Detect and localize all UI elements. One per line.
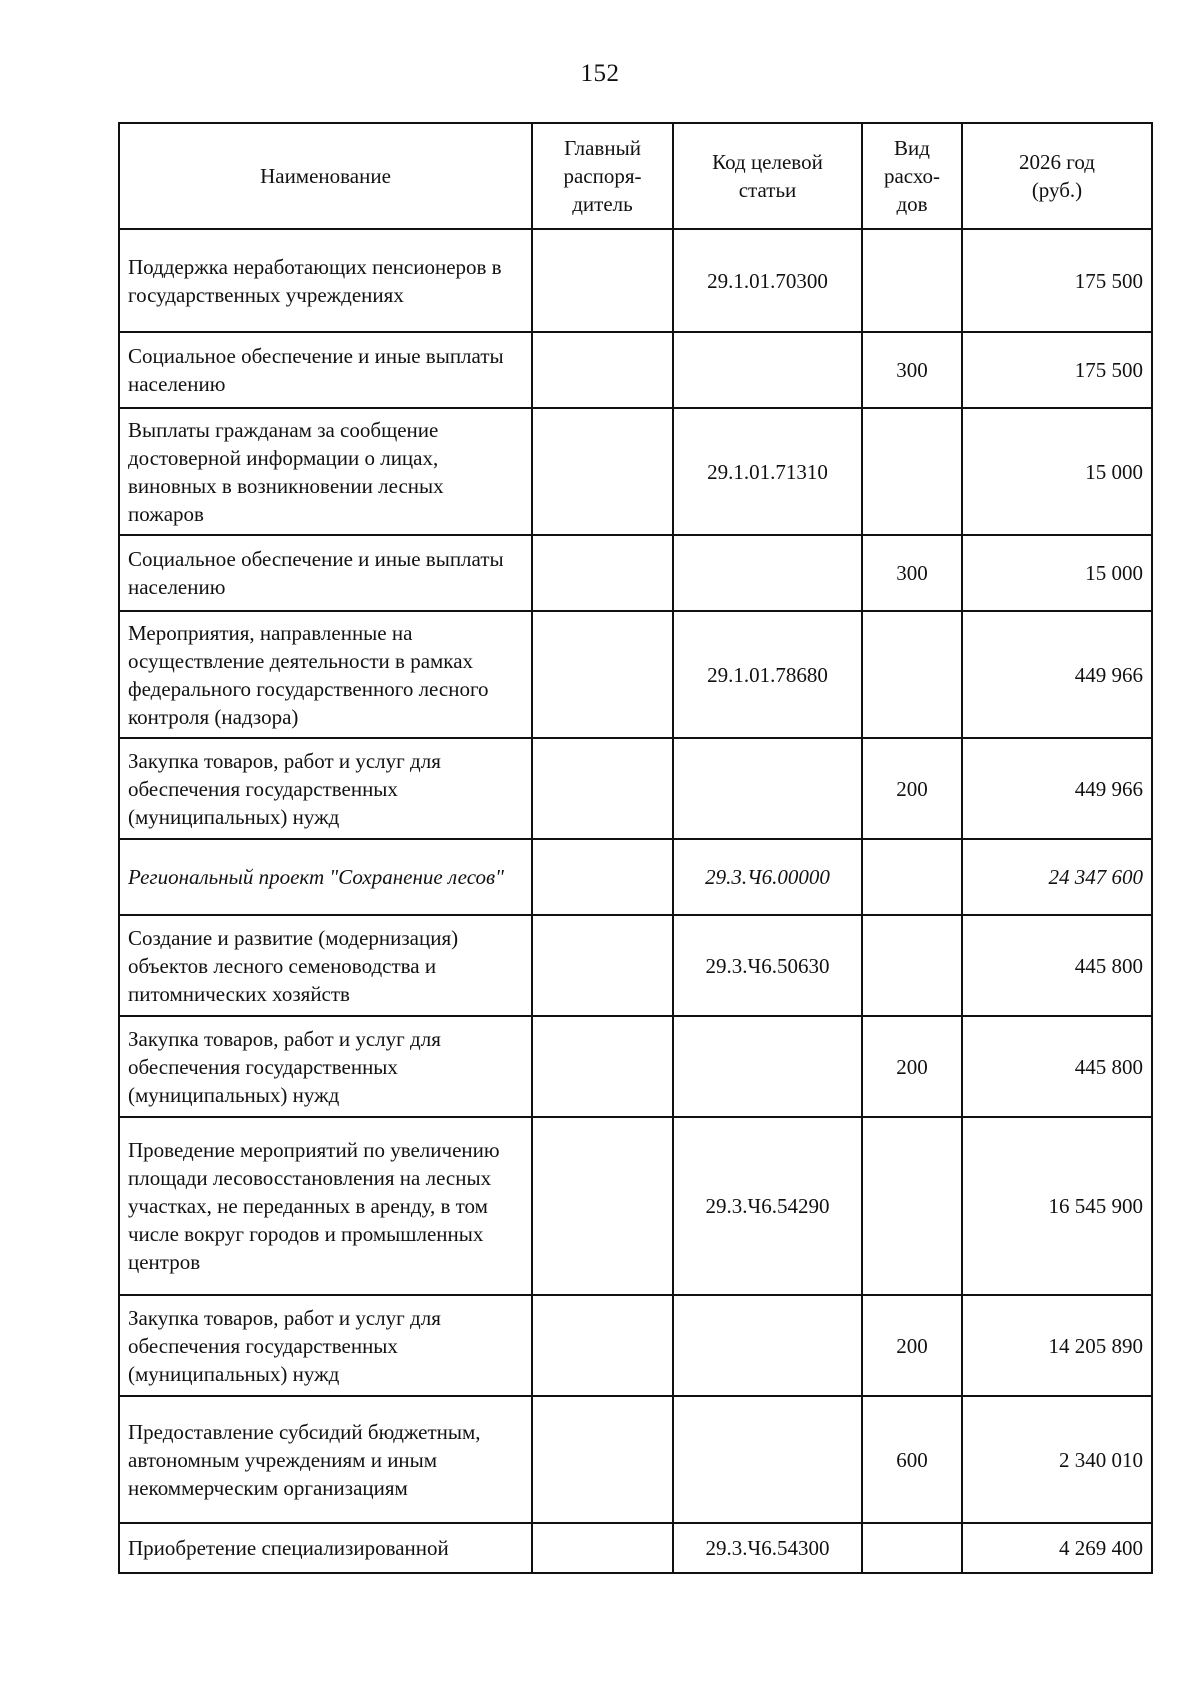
cell-type bbox=[862, 915, 962, 1016]
table-row bbox=[119, 839, 1152, 915]
table-row bbox=[119, 229, 1152, 332]
cell-code bbox=[673, 332, 862, 408]
cell-sum: 175 500 bbox=[962, 332, 1152, 408]
cell-type bbox=[862, 1523, 962, 1573]
cell-code: 29.1.01.70300 bbox=[673, 229, 862, 332]
header-admin-line: распоря- bbox=[563, 164, 642, 188]
cell-code: 29.3.Ч6.00000 bbox=[673, 839, 862, 915]
cell-code bbox=[673, 1396, 862, 1523]
cell-name: Закупка товаров, работ и услуг для обеспечения государственных (муниципальных) нужд bbox=[119, 738, 532, 839]
cell-admin bbox=[532, 1117, 673, 1295]
table-body bbox=[119, 229, 1152, 1573]
cell-sum: 175 500 bbox=[962, 229, 1152, 332]
cell-admin bbox=[532, 229, 673, 332]
header-type-line: дов bbox=[896, 192, 928, 216]
cell-type: 300 bbox=[862, 332, 962, 408]
header-code-line: Код целевой bbox=[712, 150, 823, 174]
header-sum-line: (руб.) bbox=[1031, 178, 1083, 202]
cell-sum: 2 340 010 bbox=[962, 1396, 1152, 1523]
cell-type: 200 bbox=[862, 738, 962, 839]
cell-code: 29.1.01.78680 bbox=[673, 611, 862, 738]
table-row bbox=[119, 332, 1152, 408]
cell-code bbox=[673, 1295, 862, 1396]
cell-type bbox=[862, 1117, 962, 1295]
cell-sum: 4 269 400 bbox=[962, 1523, 1152, 1573]
cell-admin bbox=[532, 915, 673, 1016]
cell-sum: 16 545 900 bbox=[962, 1117, 1152, 1295]
header-type bbox=[862, 123, 962, 229]
cell-admin bbox=[532, 1396, 673, 1523]
budget-table bbox=[118, 122, 1153, 1574]
table-row bbox=[119, 1295, 1152, 1396]
cell-code: 29.3.Ч6.50630 bbox=[673, 915, 862, 1016]
cell-admin bbox=[532, 611, 673, 738]
header-name: Наименование bbox=[119, 123, 532, 229]
header-code bbox=[673, 123, 862, 229]
table-row bbox=[119, 1396, 1152, 1523]
cell-code: 29.3.Ч6.54290 bbox=[673, 1117, 862, 1295]
cell-admin bbox=[532, 535, 673, 611]
cell-type: 600 bbox=[862, 1396, 962, 1523]
cell-admin bbox=[532, 738, 673, 839]
cell-admin bbox=[532, 332, 673, 408]
cell-name: Региональный проект "Сохранение лесов" bbox=[119, 839, 532, 915]
header-admin-line: дитель bbox=[572, 192, 633, 216]
table-row bbox=[119, 408, 1152, 535]
cell-admin bbox=[532, 408, 673, 535]
cell-sum: 14 205 890 bbox=[962, 1295, 1152, 1396]
cell-type bbox=[862, 408, 962, 535]
cell-type: 300 bbox=[862, 535, 962, 611]
cell-admin bbox=[532, 1016, 673, 1117]
cell-code: 29.1.01.71310 bbox=[673, 408, 862, 535]
cell-type: 200 bbox=[862, 1295, 962, 1396]
cell-admin bbox=[532, 1523, 673, 1573]
cell-type bbox=[862, 611, 962, 738]
cell-code bbox=[673, 738, 862, 839]
header-admin bbox=[532, 123, 673, 229]
cell-name: Выплаты гражданам за сообщение достоверной информации о лицах, виновных в возникновении лесных пожаров bbox=[119, 408, 532, 535]
table-header-row bbox=[119, 123, 1152, 229]
cell-name: Социальное обеспечение и иные выплаты населению bbox=[119, 535, 532, 611]
cell-admin bbox=[532, 839, 673, 915]
table-row bbox=[119, 738, 1152, 839]
page-number: 152 bbox=[580, 60, 620, 87]
cell-name: Приобретение специализированной bbox=[119, 1523, 532, 1573]
cell-code: 29.3.Ч6.54300 bbox=[673, 1523, 862, 1573]
header-admin-line: Главный bbox=[564, 136, 641, 160]
table-row bbox=[119, 611, 1152, 738]
cell-name: Поддержка неработающих пенсионеров в государственных учреждениях bbox=[119, 229, 532, 332]
cell-type bbox=[862, 839, 962, 915]
header-code-line: статьи bbox=[738, 178, 797, 202]
table-row bbox=[119, 1117, 1152, 1295]
cell-sum: 449 966 bbox=[962, 611, 1152, 738]
cell-sum: 449 966 bbox=[962, 738, 1152, 839]
cell-name: Проведение мероприятий по увеличению площади лесовосстановления на лесных участках, не переданных в аренду, в том числе вокруг городов и промышленных центров bbox=[119, 1117, 532, 1295]
header-sum-line: 2026 год bbox=[1019, 150, 1095, 174]
cell-name: Мероприятия, направленные на осуществление деятельности в рамках федерального государственного лесного контроля (надзора) bbox=[119, 611, 532, 738]
cell-sum: 24 347 600 bbox=[962, 839, 1152, 915]
cell-admin bbox=[532, 1295, 673, 1396]
cell-sum: 445 800 bbox=[962, 915, 1152, 1016]
cell-name: Закупка товаров, работ и услуг для обеспечения государственных (муниципальных) нужд bbox=[119, 1295, 532, 1396]
cell-code bbox=[673, 1016, 862, 1117]
header-type-line: Вид bbox=[894, 136, 930, 160]
cell-sum: 15 000 bbox=[962, 535, 1152, 611]
header-sum bbox=[962, 123, 1152, 229]
cell-type: 200 bbox=[862, 1016, 962, 1117]
table-row bbox=[119, 1523, 1152, 1573]
table-row bbox=[119, 1016, 1152, 1117]
cell-name: Создание и развитие (модернизация) объектов лесного семеноводства и питомнических хозяйств bbox=[119, 915, 532, 1016]
cell-type bbox=[862, 229, 962, 332]
cell-code bbox=[673, 535, 862, 611]
cell-sum: 445 800 bbox=[962, 1016, 1152, 1117]
table-row bbox=[119, 535, 1152, 611]
table-row bbox=[119, 915, 1152, 1016]
cell-name: Закупка товаров, работ и услуг для обеспечения государственных (муниципальных) нужд bbox=[119, 1016, 532, 1117]
header-type-line: расхо- bbox=[883, 164, 941, 188]
cell-name: Социальное обеспечение и иные выплаты населению bbox=[119, 332, 532, 408]
cell-sum: 15 000 bbox=[962, 408, 1152, 535]
cell-name: Предоставление субсидий бюджетным, автономным учреждениям и иным некоммерческим организациям bbox=[119, 1396, 532, 1523]
